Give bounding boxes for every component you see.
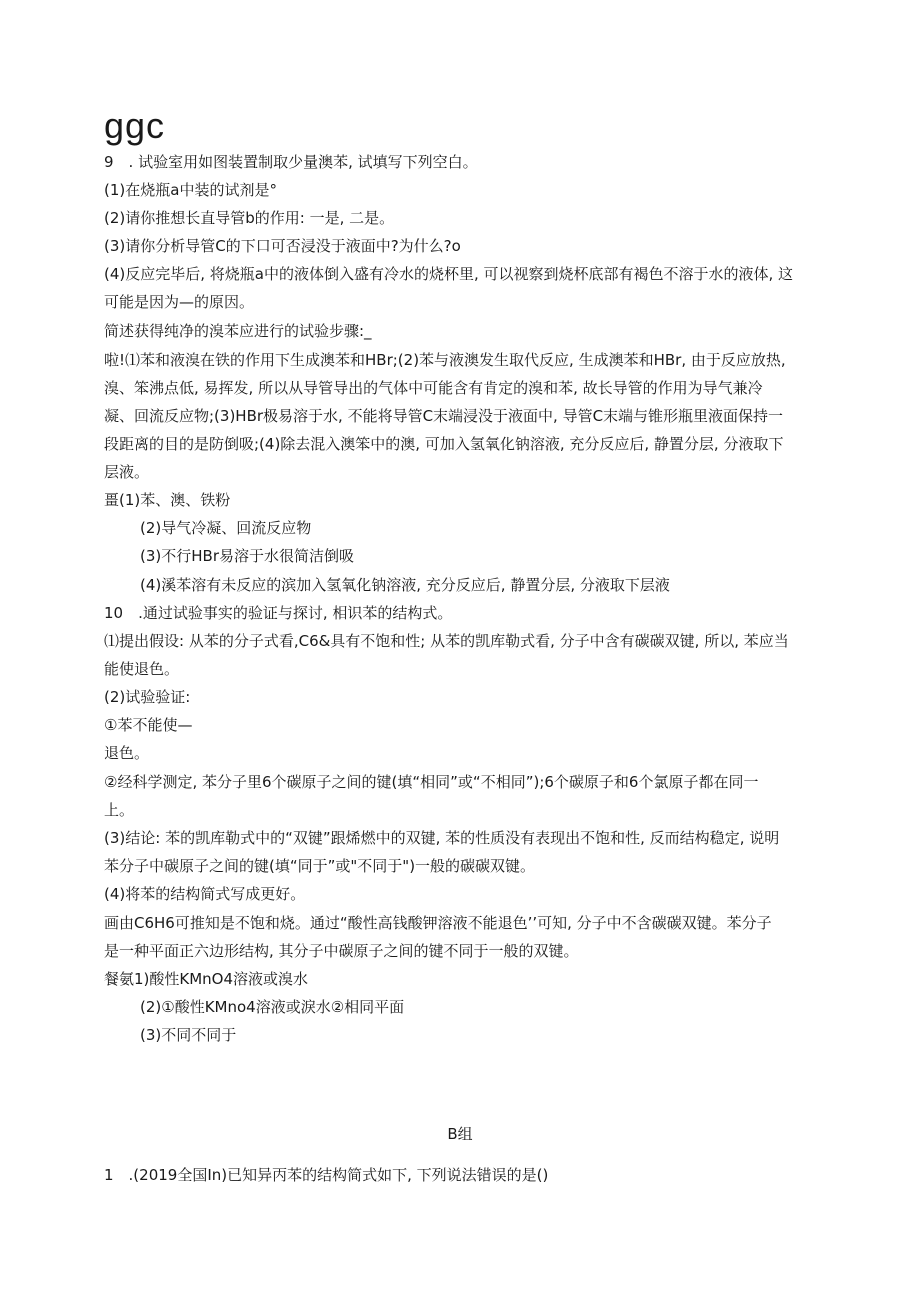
analysis-line-2: 溴、笨沸点低, 易挥发, 所以从导管导出的气体中可能含有肯定的溴和苯, 故长导管的作用为导气兼冷 bbox=[104, 379, 763, 397]
analysis-10-line-2: 是一种平面正六边形结构, 其分子中碳原子之间的键不同于一般的双键。 bbox=[104, 942, 579, 960]
answer-line-2: (2)导气冷凝、回流反应物 bbox=[140, 519, 312, 537]
analysis-line-4: 段距离的目的是防倒吸;(4)除去混入澳笨中的澳, 可加入氢氧化钠溶液, 充分反应后, 静置分层, 分液取下 bbox=[104, 435, 784, 453]
question-10-part-3-cont: 苯分子中碳原子之间的键(填“同于”或"不同于")一般的碳碳双键。 bbox=[104, 857, 536, 875]
question-10-item-2-cont: 上。 bbox=[104, 801, 135, 819]
question-9-part-4: (4)反应完毕后, 将烧瓶a中的液体倒入盛有冷水的烧杯里, 可以视察到烧杯底部有褐色不溶于水的液体, 这 bbox=[104, 265, 794, 283]
answer-10-line-3: (3)不同不同于 bbox=[140, 1026, 237, 1044]
question-10-item-1: ①苯不能使— bbox=[104, 716, 193, 734]
analysis-line-5: 层液。 bbox=[104, 463, 150, 481]
answer-line-4: (4)溪苯溶有未反应的滨加入氢氧化钠溶液, 充分反应后, 静置分层, 分液取下层液 bbox=[140, 576, 670, 594]
question-10-part-1-cont: 能使退色。 bbox=[104, 660, 180, 678]
answer-line-3: (3)不行HBr易溶于水很简洁倒吸 bbox=[140, 547, 354, 565]
question-10-part-3: (3)结论: 苯的凯库勒式中的“双键”跟烯燃中的双键, 苯的性质没有表现出不饱和性, 反而结构稳定, 说明 bbox=[104, 829, 780, 847]
answer-line-1: 畺(1)苯、澳、铁粉 bbox=[104, 491, 231, 509]
question-9-part-3: (3)请你分析导管C的下口可否浸没于液面中?为什么?o bbox=[104, 237, 461, 255]
analysis-line-3: 凝、回流反应物;(3)HBr极易溶于水, 不能将导管C末端浸没于液面中, 导管C末端与锥形瓶里液面保持一 bbox=[104, 407, 784, 425]
question-10-item-2: ②经科学测定, 苯分子里6个碳原子之间的键(填“相同”或“不相同”);6个碳原子和6个氯原子都在同一 bbox=[104, 773, 759, 791]
question-9-part-4-cont: 可能是因为—的原因。 bbox=[104, 293, 255, 311]
question-9-part-1: (1)在烧瓶a中装的试剂是° bbox=[104, 181, 277, 199]
question-9-stem: 9 . 试验室用如图装置制取少量澳苯, 试填写下列空白。 bbox=[104, 153, 478, 171]
analysis-10-line-1: 画由C6H6可推知是不饱和烧。通过“酸性高钱酸钾溶液不能退色’’可知, 分子中不含碳碳双键。苯分子 bbox=[104, 914, 772, 932]
question-9-steps: 简述获得纯净的溴苯应进行的试验步骤:_ bbox=[104, 322, 372, 340]
analysis-line-1: 啦!⑴苯和液溴在铁的作用下生成澳苯和HBr;(2)苯与液澳发生取代反应, 生成澳苯和HBr, 由于反应放热, bbox=[104, 351, 786, 369]
question-10-part-1: ⑴提出假设: 从苯的分子式看,C6&具有不饱和性; 从苯的凯库勒式看, 分子中含有碳碳双键, 所以, 苯应当 bbox=[104, 632, 789, 650]
answer-10-line-2: (2)①酸性KMno4溶液或淚水②相同平面 bbox=[140, 998, 405, 1016]
answer-10-line-1: 餐氨1)酸性KMnO4溶液或溴水 bbox=[104, 970, 309, 988]
page-heading: ggc bbox=[104, 105, 166, 146]
group-title: B组 bbox=[447, 1125, 473, 1143]
question-b1-stem: 1 .(2019全国In)已知异丙苯的结构简式如下, 下列说法错误的是() bbox=[104, 1166, 549, 1184]
question-10-item-1-cont: 退色。 bbox=[104, 744, 150, 762]
question-10-part-4: (4)将苯的结构简式写成更好。 bbox=[104, 885, 306, 903]
question-10-part-2: (2)试验验证: bbox=[104, 688, 191, 706]
question-10-stem: 10 .通过试验事实的验证与探讨, 相识苯的结构式。 bbox=[104, 604, 453, 622]
question-9-part-2: (2)请你推想长直导管b的作用: 一是, 二是。 bbox=[104, 209, 395, 227]
